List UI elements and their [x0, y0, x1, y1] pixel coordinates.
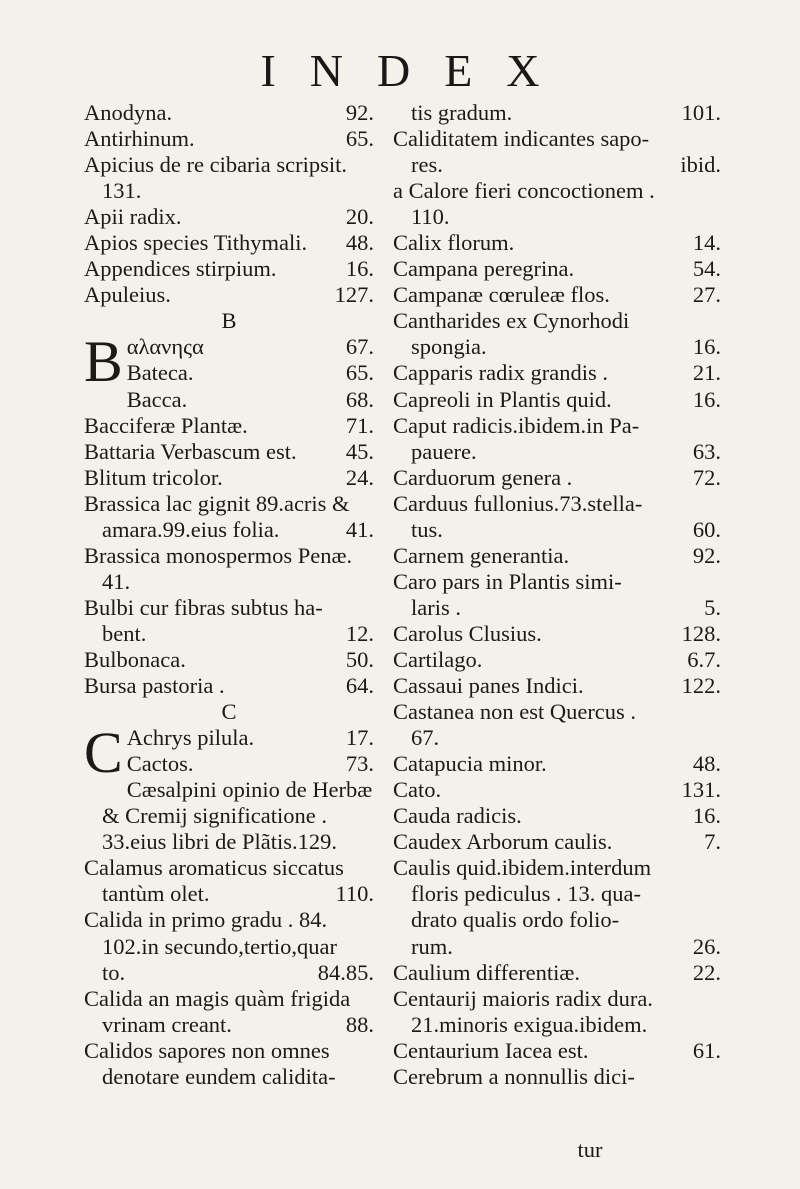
index-entry-continuation: 33.eius libri de Plãtis.129. — [102, 829, 337, 855]
index-entry: Bulbi cur fibras subtus ha- — [84, 594, 323, 620]
index-entry: Castanea non est Quercus . — [393, 699, 637, 725]
index-entry: Centaurij maioris radix dura. — [393, 985, 653, 1011]
index-entry-continuation: rum. 26. — [411, 933, 721, 959]
index-entry: Apios species Tithymali. 48. — [84, 230, 374, 256]
index-entry-continuation: tus. 60. — [411, 516, 721, 542]
index-entry: Capreoli in Plantis quid. 16. — [393, 386, 721, 412]
index-entry: Cato. 131. — [393, 777, 721, 803]
index-entry-continuation: laris . 5. — [411, 594, 721, 620]
index-entry: Cauda radicis. 16. — [393, 803, 721, 829]
index-entry: Battaria Verbascum est. 45. — [84, 438, 374, 464]
index-entry-continuation: 131. — [102, 178, 142, 204]
index-entry: Carduus fullonius.73.stella- — [393, 490, 643, 516]
index-entry: Apii radix. 20. — [84, 204, 374, 230]
section-b-start — [84, 329, 374, 395]
page-title: INDEX — [260, 45, 574, 96]
index-entry: Cæsalpini opinio de Herbæ — [126, 777, 373, 803]
index-entry-continuation: denotare eundem calidita- — [102, 1063, 336, 1089]
index-entry: Cassaui panes Indici. 122. — [393, 673, 721, 699]
index-entry: Antirhinum. 65. — [84, 126, 374, 152]
index-entry-continuation: tantùm olet. 110. — [102, 881, 374, 907]
index-entry: Anodyna. 92. — [84, 100, 374, 125]
index-entry: Apicius de re cibaria scripsit. — [84, 152, 348, 178]
index-entry: Achrys pilula. 17. — [126, 725, 374, 751]
index-entry: Cerebrum a nonnullis dici- — [393, 1063, 635, 1089]
section-letter-c: C — [221, 699, 237, 725]
index-entry-continuation: & Cremij significatione . — [102, 803, 327, 829]
index-entry: Carnem generantia. 92. — [393, 542, 721, 568]
index-entry: Carduorum genera . 72. — [393, 464, 721, 490]
index-entry-continuation: vrinam creant. 88. — [102, 1011, 374, 1037]
index-entry: Bacciferæ Plantæ. 71. — [84, 412, 374, 438]
index-column-left — [84, 100, 374, 1090]
index-entry-continuation: amara.99.eius folia. 41. — [102, 516, 374, 542]
index-entry: Campana peregrina. 54. — [393, 256, 721, 282]
index-entry: Catapucia minor. 48. — [393, 751, 721, 777]
index-entry: Cartilago. 6.7. — [393, 646, 721, 672]
section-c-start — [84, 720, 374, 786]
index-entry: Cactos. 73. — [126, 751, 374, 777]
section-letter-b: B — [221, 308, 237, 334]
index-entry: Caro pars in Plantis simi- — [393, 568, 622, 594]
index-entry: Caulium differentiæ. 22. — [393, 959, 721, 985]
index-entry: Bursa pastoria . 64. — [84, 673, 374, 699]
index-entry: Carolus Clusius. 128. — [393, 620, 721, 646]
index-entry: Bulbonaca. 50. — [84, 646, 374, 672]
index-entry-continuation: res. ibid. — [411, 152, 721, 178]
index-entry: Calamus aromaticus siccatus — [84, 855, 344, 881]
index-entry: Apuleius. 127. — [84, 282, 374, 308]
index-entry: Caliditatem indicantes sapo- — [393, 126, 650, 152]
index-entry: Bateca. 65. — [126, 360, 374, 386]
index-entry-continuation: floris pediculus . 13. qua- — [411, 881, 641, 907]
index-entry-continuation: to. 84.85. — [102, 959, 374, 985]
index-entry: a Calore fieri concoctionem . — [393, 178, 655, 204]
index-entry: Calix florum. 14. — [393, 230, 721, 256]
index-entry: Cantharides ex Cynorhodi — [393, 308, 630, 334]
index-entry-continuation: drato qualis ordo folio- — [411, 907, 620, 933]
index-entry: Calida in primo gradu . 84. — [84, 907, 328, 933]
index-entry: Appendices stirpium. 16. — [84, 256, 374, 282]
index-entry-continuation: spongia. 16. — [411, 334, 721, 360]
index-entry: Centaurium Iacea est. 61. — [393, 1037, 721, 1063]
index-entry: αλανηςα 67. — [126, 334, 374, 360]
index-column-right — [393, 100, 721, 1090]
index-entry-continuation: bent. 12. — [102, 620, 374, 646]
index-entry: Brassica monospermos Penæ. — [84, 542, 353, 568]
index-entry: Caput radicis.ibidem.in Pa- — [393, 412, 640, 438]
index-entry: Bacca. 68. — [126, 386, 374, 412]
index-entry-continuation: 67. — [411, 725, 440, 751]
index-entry: Caulis quid.ibidem.interdum — [393, 855, 652, 881]
index-entry-continuation: 41. — [102, 568, 131, 594]
index-entry-continuation: 21.minoris exigua.ibidem. — [411, 1011, 648, 1037]
index-entry: Campanæ cœruleæ flos. 27. — [393, 282, 721, 308]
index-entry: Brassica lac gignit 89.acris & — [84, 490, 350, 516]
index-entry: Caudex Arborum caulis. 7. — [393, 829, 721, 855]
index-entry: Blitum tricolor. 24. — [84, 464, 374, 490]
index-entry: Calidos sapores non omnes — [84, 1037, 330, 1063]
index-entry-continuation: 110. — [411, 204, 450, 230]
catchword: tur — [577, 1137, 603, 1162]
index-entry-continuation: tis gradum. 101. — [411, 100, 721, 125]
index-entry-continuation: 102.in secundo,tertio,quar — [102, 933, 337, 959]
drop-cap-b: B — [84, 329, 123, 395]
index-entry: Calida an magis quàm frigida — [84, 985, 351, 1011]
index-entry: Capparis radix grandis . 21. — [393, 360, 721, 386]
drop-cap-c: C — [84, 720, 123, 786]
index-entry-continuation: pauere. 63. — [411, 438, 721, 464]
